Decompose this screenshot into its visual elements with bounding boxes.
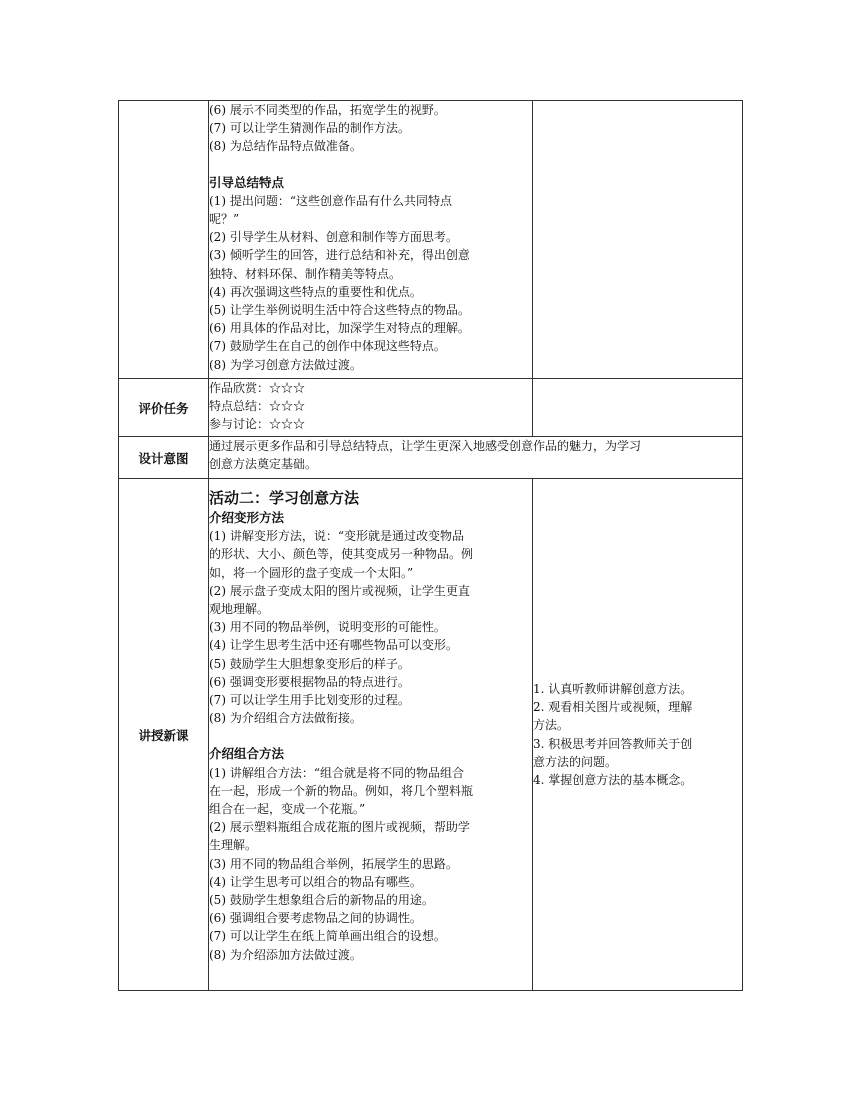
text-line: (8) 为介绍添加方法做过渡。	[209, 947, 362, 962]
text-line: 在一起，形成一个新的物品。例如，将几个塑料瓶	[209, 783, 474, 798]
text-line: (7) 可以让学生在纸上简单画出组合的设想。	[209, 929, 446, 944]
evaluation-item: 特点总结：☆☆☆	[209, 399, 306, 414]
evaluation-label: 评价任务	[119, 379, 209, 437]
text-line: (7) 鼓励学生在自己的创作中体现这些特点。	[209, 339, 446, 354]
text-line: 通过展示更多作品和引导总结特点，让学生更深入地感受创意作品的魅力，为学习	[209, 439, 642, 453]
activity-title: 活动二：学习创意方法	[209, 489, 360, 507]
section-heading: 介绍组合方法	[209, 746, 285, 762]
text-line: (7) 可以让学生猜测作品的制作方法。	[209, 121, 410, 136]
text-line: 观地理解。	[209, 602, 270, 617]
text-line: (8) 为总结作品特点做准备。	[209, 139, 362, 154]
text-line: (6) 强调组合要考虑物品之间的协调性。	[209, 911, 422, 926]
text-line: 呢？”	[209, 212, 240, 227]
text-line: (2) 展示塑料瓶组合成花瓶的图片或视频，帮助学	[209, 820, 470, 835]
text-line: (8) 为学习创意方法做过渡。	[209, 357, 362, 372]
text-line: (1) 提出问题：“这些创意作品有什么共同特点	[209, 193, 452, 208]
text-line: (3) 用不同的物品组合举例，拓展学生的思路。	[209, 856, 458, 871]
text-line: 生理解。	[209, 838, 258, 853]
text-line: (3) 倾听学生的回答，进行总结和补充，得出创意	[209, 248, 470, 263]
text-line: 组合在一起，变成一个花瓶。”	[209, 802, 366, 817]
teaching-label: 讲授新课	[119, 479, 209, 991]
text-line: (7) 可以让学生用手比划变形的过程。	[209, 693, 410, 708]
text-line: 创意方法奠定基础。	[209, 457, 318, 472]
text-line: (4) 再次强调这些特点的重要性和优点。	[209, 284, 422, 299]
evaluation-items	[209, 379, 533, 437]
student-line: 2. 观看相关图片或视频，理解	[533, 700, 693, 715]
text-line: (2) 展示盘子变成太阳的图片或视频，让学生更直	[209, 583, 470, 598]
design-label: 设计意图	[119, 437, 209, 479]
text-line: (5) 鼓励学生大胆想象变形后的样子。	[209, 656, 410, 671]
text-line: (3) 用不同的物品举例，说明变形的可能性。	[209, 620, 446, 635]
student-line: 意方法的问题。	[533, 754, 618, 769]
label-cell-empty	[119, 101, 209, 379]
row-design	[119, 437, 743, 479]
text-line: 独特、材料环保、制作精美等特点。	[209, 266, 402, 281]
text-line: (1) 讲解组合方法：“组合就是将不同的物品组合	[209, 765, 464, 780]
text-line: (2) 引导学生从材料、创意和制作等方面思考。	[209, 230, 458, 245]
student-line: 4. 掌握创意方法的基本概念。	[533, 772, 693, 787]
row-teaching	[119, 479, 743, 991]
student-line: 3. 积极思考并回答教师关于创	[533, 736, 693, 751]
evaluation-item: 作品欣赏：☆☆☆	[209, 381, 306, 395]
text-line: (5) 鼓励学生想象组合后的新物品的用途。	[209, 893, 434, 908]
teaching-content-cell	[209, 479, 533, 991]
line-list	[209, 527, 532, 727]
row-summary	[119, 101, 743, 379]
text-line: (6) 展示不同类型的作品，拓宽学生的视野。	[209, 103, 446, 117]
text-line: (6) 用具体的作品对比，加深学生对特点的理解。	[209, 321, 470, 336]
text-line: 如，将一个圆形的盘子变成一个太阳。”	[209, 565, 414, 580]
text-line: (6) 强调变形要根据物品的特点进行。	[209, 674, 410, 689]
text-line: 的形状、大小、颜色等，使其变成另一种物品。例	[209, 547, 474, 562]
text-line: (4) 让学生思考可以组合的物品有哪些。	[209, 874, 422, 889]
student-activity-cell	[533, 479, 743, 991]
student-activity-cell-empty	[533, 101, 743, 379]
student-line: 方法。	[533, 718, 570, 733]
text-line: (5) 让学生举例说明生活中符合这些特点的物品。	[209, 303, 470, 318]
evaluation-item: 参与讨论：☆☆☆	[209, 417, 306, 432]
student-line: 1. 认真听教师讲解创意方法。	[533, 681, 693, 696]
design-text	[209, 437, 743, 479]
line-list	[209, 764, 532, 964]
text-line: (8) 为介绍组合方法做衔接。	[209, 711, 362, 726]
teacher-activity-cell	[209, 101, 533, 379]
section-heading: 引导总结特点	[209, 174, 285, 190]
section-heading: 介绍变形方法	[209, 510, 285, 525]
line-list	[209, 192, 532, 374]
row-evaluation	[119, 379, 743, 437]
line-list	[209, 101, 532, 156]
lesson-plan-table	[118, 100, 743, 991]
evaluation-right-empty	[533, 379, 743, 437]
text-line: (1) 讲解变形方法，说：“变形就是通过改变物品	[209, 529, 464, 544]
text-line: (4) 让学生思考生活中还有哪些物品可以变形。	[209, 638, 458, 653]
